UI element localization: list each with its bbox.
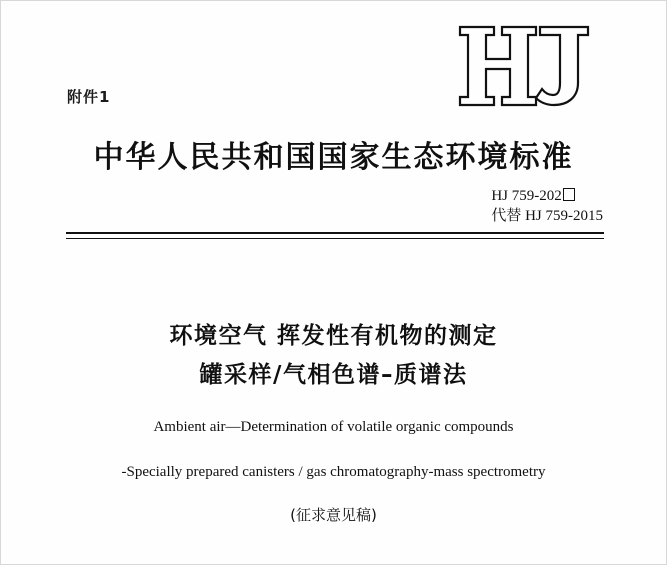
empty-box-icon xyxy=(563,188,575,201)
title-chinese-line2: 罐采样/气相色谱–质谱法 xyxy=(199,362,468,388)
divider-thick xyxy=(66,232,604,234)
title-chinese xyxy=(1,317,666,395)
title-english-line1: Ambient air—Determination of volatile organic compounds xyxy=(153,419,514,435)
standard-heading: 中华人民共和国国家生态环境标准 xyxy=(93,140,574,175)
attachment-label: 附件1 xyxy=(67,88,111,106)
hj-logo-icon xyxy=(454,23,594,109)
divider-thin xyxy=(66,238,604,239)
standard-number-block xyxy=(491,186,603,226)
title-chinese-line1: 环境空气 挥发性有机物的测定 xyxy=(169,323,498,349)
standard-number: HJ 759-202 xyxy=(491,188,562,204)
replaces-line: 代替 HJ 759-2015 xyxy=(491,208,603,224)
draft-notice: (征求意见稿) xyxy=(290,506,377,524)
standard-number-line xyxy=(491,186,603,206)
title-english-line2: -Specially prepared canisters / gas chromatography-mass spectrometry xyxy=(121,464,546,480)
